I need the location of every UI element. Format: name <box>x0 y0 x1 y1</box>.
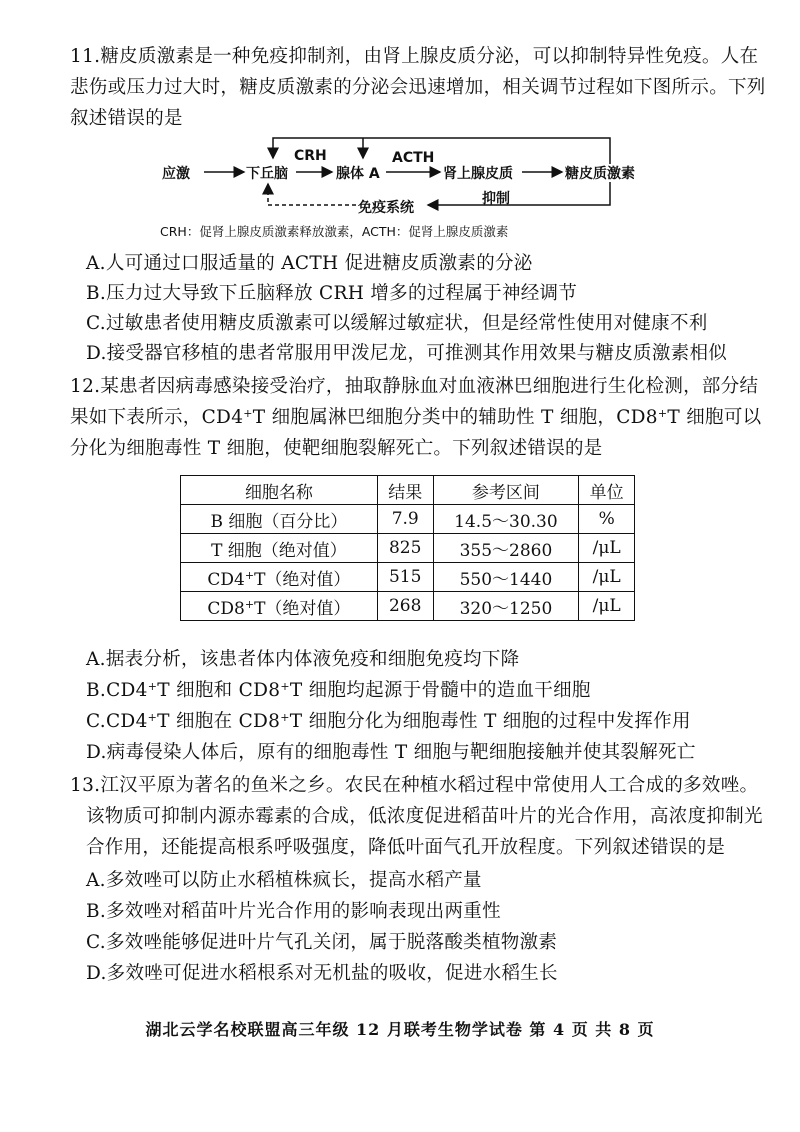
label-crh: CRH <box>294 148 327 164</box>
q11-option-b: B.压力过大导致下丘脑释放 CRH 增多的过程属于神经调节 <box>86 283 578 304</box>
cell-unit: /μL <box>579 534 635 563</box>
q13-stem-line-1: 13.江汉平原为著名的鱼米之乡。农民在种植水稻过程中常使用人工合成的多效唑。 <box>70 775 759 796</box>
node-glucocorticoid: 糖皮质激素 <box>565 166 635 182</box>
cell-unit: /μL <box>579 592 635 621</box>
q12-stem-line-2: 果如下表所示，CD4+T 细胞属淋巴细胞分类中的辅助性 T 细胞，CD8+T 细胞可以 <box>70 407 762 428</box>
header-cell-unit: 单位 <box>579 476 635 505</box>
q12-stem-line-1: 12.某患者因病毒感染接受治疗，抽取静脉血对血液淋巴细胞进行生化检测，部分结 <box>70 376 759 397</box>
header-cell-range: 参考区间 <box>433 476 579 505</box>
q11-stem-line-1: 11.糖皮质激素是一种免疫抑制剂，由肾上腺皮质分泌，可以抑制特异性免疫。人在 <box>70 46 759 67</box>
q13-option-c: C.多效唑能够促进叶片气孔关闭，属于脱落酸类植物激素 <box>86 932 558 953</box>
node-stress: 应激 <box>162 166 190 182</box>
cell-name: CD8+T（绝对值） <box>181 592 378 621</box>
dashed-arrow-immune-hypothalamus <box>268 184 356 205</box>
header-cell-result: 结果 <box>377 476 433 505</box>
label-acth: ACTH <box>392 150 435 166</box>
cell-name: B 细胞（百分比） <box>181 505 378 534</box>
q11-option-d: D.接受器官移植的患者常服用甲泼尼龙，可推测其作用效果与糖皮质激素相似 <box>86 343 728 364</box>
cell-range: 355～2860 <box>433 534 579 563</box>
q12-option-c: C.CD4+T 细胞在 CD8+T 细胞分化为细胞毒性 T 细胞的过程中发挥作用 <box>86 711 691 732</box>
table-row <box>181 534 635 563</box>
node-immune-system: 免疫系统 <box>358 200 414 216</box>
cell-result: 7.9 <box>377 505 433 534</box>
q13-stem-line-3: 合作用，还能提高根系呼吸强度，降低叶面气孔开放程度。下列叙述错误的是 <box>86 837 726 858</box>
cell-result: 825 <box>377 534 433 563</box>
cell-name: T 细胞（绝对值） <box>181 534 378 563</box>
q13-option-d: D.多效唑可促进水稻根系对无机盐的吸收，促进水稻生长 <box>86 963 558 984</box>
arrow-inhibit <box>428 182 610 205</box>
cell-range: 550～1440 <box>433 563 579 592</box>
cell-range: 14.5～30.30 <box>433 505 579 534</box>
q12-option-a: A.据表分析，该患者体内体液免疫和细胞免疫均下降 <box>86 649 520 670</box>
q12-stem-line-3: 分化为细胞毒性 T 细胞，使靶细胞裂解死亡。下列叙述错误的是 <box>70 438 603 459</box>
cell-name: CD4+T（绝对值） <box>181 563 378 592</box>
diagram-footnote: CRH：促肾上腺皮质激素释放激素，ACTH：促肾上腺皮质激素 <box>160 224 509 239</box>
table-header-row <box>181 476 635 505</box>
cell-result: 515 <box>377 563 433 592</box>
q11-option-a: A.人可通过口服适量的 ACTH 促进糖皮质激素的分泌 <box>86 253 533 274</box>
q11-option-c: C.过敏患者使用糖皮质激素可以缓解过敏症状，但是经常性使用对健康不利 <box>86 313 708 334</box>
table-row <box>181 563 635 592</box>
node-gland-a: 腺体 A <box>336 166 380 182</box>
regulation-diagram <box>160 130 635 240</box>
cell-result: 268 <box>377 592 433 621</box>
q11-stem-line-3: 叙述错误的是 <box>70 108 183 129</box>
node-hypothalamus: 下丘脑 <box>246 166 288 182</box>
cell-unit: % <box>579 505 635 534</box>
q11-stem-line-2: 悲伤或压力过大时，糖皮质激素的分泌会迅速增加，相关调节过程如下图所示。下列 <box>70 77 766 98</box>
label-inhibit: 抑制 <box>482 191 510 207</box>
node-adrenal-cortex: 肾上腺皮质 <box>443 166 513 182</box>
cell-range: 320～1250 <box>433 592 579 621</box>
q13-option-b: B.多效唑对稻苗叶片光合作用的影响表现出两重性 <box>86 901 501 922</box>
table-row <box>181 592 635 621</box>
q12-option-b: B.CD4+T 细胞和 CD8+T 细胞均起源于骨髓中的造血干细胞 <box>86 680 591 701</box>
header-cell-name: 细胞名称 <box>181 476 378 505</box>
lymphocyte-results-table <box>180 475 635 621</box>
table-row <box>181 505 635 534</box>
page-footer: 湖北云学名校联盟高三年级 12 月联考生物学试卷 第 4 页 共 8 页 <box>145 1020 655 1039</box>
q13-option-a: A.多效唑可以防止水稻植株疯长，提高水稻产量 <box>86 870 482 891</box>
q13-stem-line-2: 该物质可抑制内源赤霉素的合成，低浓度促进稻苗叶片的光合作用，高浓度抑制光 <box>86 806 763 827</box>
q12-option-d: D.病毒侵染人体后，原有的细胞毒性 T 细胞与靶细胞接触并使其裂解死亡 <box>86 742 696 763</box>
cell-unit: /μL <box>579 563 635 592</box>
